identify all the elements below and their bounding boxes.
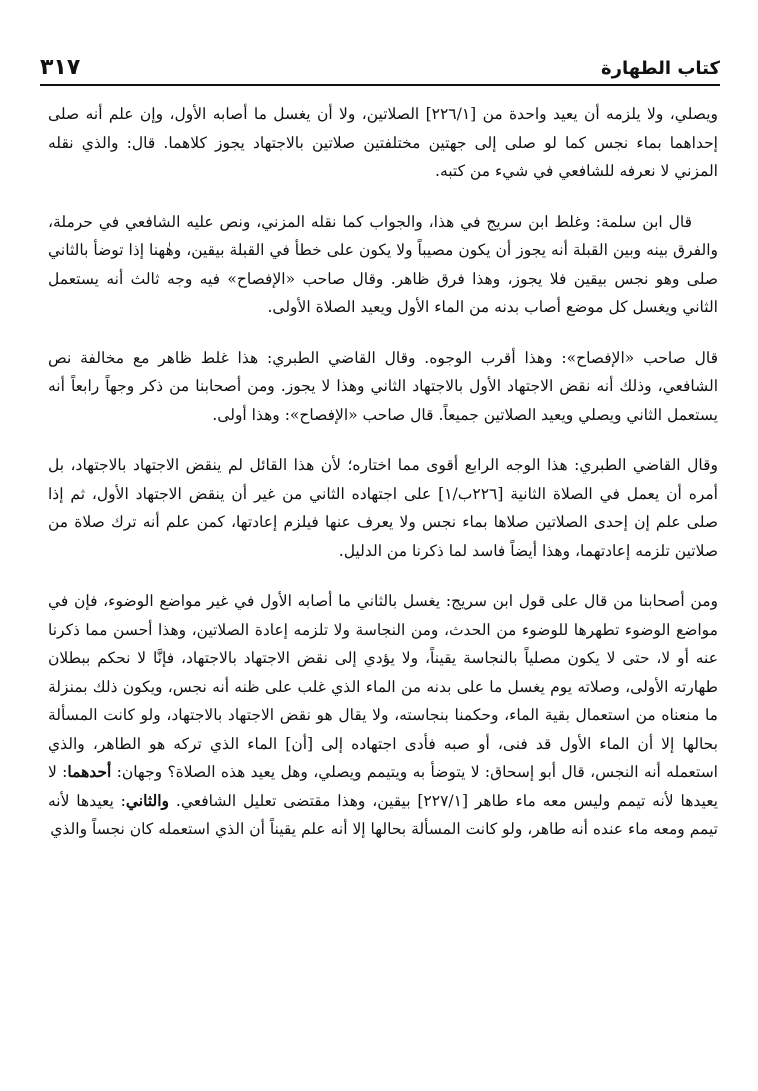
paragraph-5-text-a: ومن أصحابنا من قال على قول ابن سريج: يغسل بالثاني ما أصابه الأول في غير مواضع الوضوء، فإن في مواضع الوضوء تطهرها للوضوء من الحدث، ومن النجاسة ولا تلزمه إعادة الصلاتين، وهذا أحسن مما ذكرنا عنه أو لا، حتى لا يكون مصلياً بالنجاسة يقيناً، ولا يؤدي إلى نقض الاجتهاد بالاجتهاد، فإنَّا لا نحكم ببطلان طهارته الأولى، وصلاته يوم يغسل ما على بدنه من الماء الذي غلب على ظنه أنه نجس، ويكون ذلك بمنزلة ما منعناه من استعمال بقية الماء، وحكمنا بنجاسته، ولا يقال هو نقض الاجتهاد بالاجتهاد، ولو كانت المسألة بحالها إلا أن الماء الأول قد فنى، أو صبه فأدى اجتهاده إلى [أن] الماء الذي تركه هو الطاهر، والذي استعمله أنه النجس، قال أبو إسحاق: لا يتوضأ به ويتيمم ويصلي، وهل يعيد هذه الصلاة؟ وجهان: xyxy=(48,592,718,781)
paragraph-5-text-c: : يعيدها لأنه تيمم ومعه ماء عنده أنه طاهر، ولو كانت المسألة بحالها إلا أنه علم يقيناً أن الذي استعمله كان نجساً والذي xyxy=(48,791,718,838)
paragraph-5 xyxy=(48,587,718,844)
page-body xyxy=(48,100,718,844)
paragraph-4: وقال القاضي الطبري: هذا الوجه الرابع أقوى مما اختاره؛ لأن هذا القائل لم ينقض الاجتهاد بالاجتهاد، بل أمره أن يعمل في الصلاة الثانية [٢٢٦ب/١] على اجتهاده الثاني من غير أن ينقض الاجتهاد الأول، ثم إذا صلى علم إن إحدى الصلاتين صلاها بماء نجس ولا يعرف عنها فيلزم إعادتها، كمن علم أنه ترك صلاة من صلاتين تلزمه إعادتهما، وهذا أيضاً فاسد لما ذكرنا من الدليل. xyxy=(48,456,718,560)
page-number: ٣١٧ xyxy=(40,55,81,80)
paragraph-1: ويصلي، ولا يلزمه أن يعيد واحدة من [٢٢٦/١] الصلاتين، ولا أن يغسل ما أصابه الأول، وإن علم أنه صلى إحداهما بماء نجس كما لو صلى إلى جهتين مختلفتين صلاتين بالاجتهاد يجوز كلاهما. قال: والذي نقله المزني لا نعرفه للشافعي في شيء من كتبه. xyxy=(48,105,718,180)
running-title: كتاب الطهارة xyxy=(600,58,720,79)
paragraph-3: قال صاحب «الإفصاح»: وهذا أقرب الوجوه. وقال القاضي الطبري: هذا غلط ظاهر مع مخالفة نص الشافعي، وذلك أنه نقض الاجتهاد الأول بالاجتهاد الثاني وهذا لا يجوز. ومن أصحابنا من ذكر وجهاً رابعاً أنه يستعمل الثاني ويصلي ويعيد الصلاتين جميعاً. قال صاحب «الإفصاح»: وهذا أولى. xyxy=(48,348,718,424)
page-header xyxy=(40,44,720,80)
paragraph-5-text-b: : لا يعيدها لأنه تيمم وليس معه ماء طاهر [٢٢٧/١] بيقين، وهذا مقتضى تعليل الشافعي. xyxy=(48,763,718,810)
header-divider xyxy=(40,84,720,86)
second-view-label: والثاني xyxy=(125,790,170,810)
paragraph-2: قال ابن سلمة: وغلط ابن سريج في هذا، والجواب كما نقله المزني، ونص عليه الشافعي في حرملة، والفرق بينه وبين القبلة أنه يجوز أن يكون مصيباً ولا يكون على خطأ في القبلة بيقين، وهٰهنا إذا توضأ بالثاني صلى وهو نجس بيقين فلا يجوز، وهذا فرق ظاهر. وقال صاحب «الإفصاح» فيه وجه ثالث أنه يستعمل الثاني ويغسل كل موضع أصاب بدنه من الماء الأول ويعيد الصلاة الأولى. xyxy=(48,212,718,316)
first-view-label: أحدهما xyxy=(67,762,112,781)
